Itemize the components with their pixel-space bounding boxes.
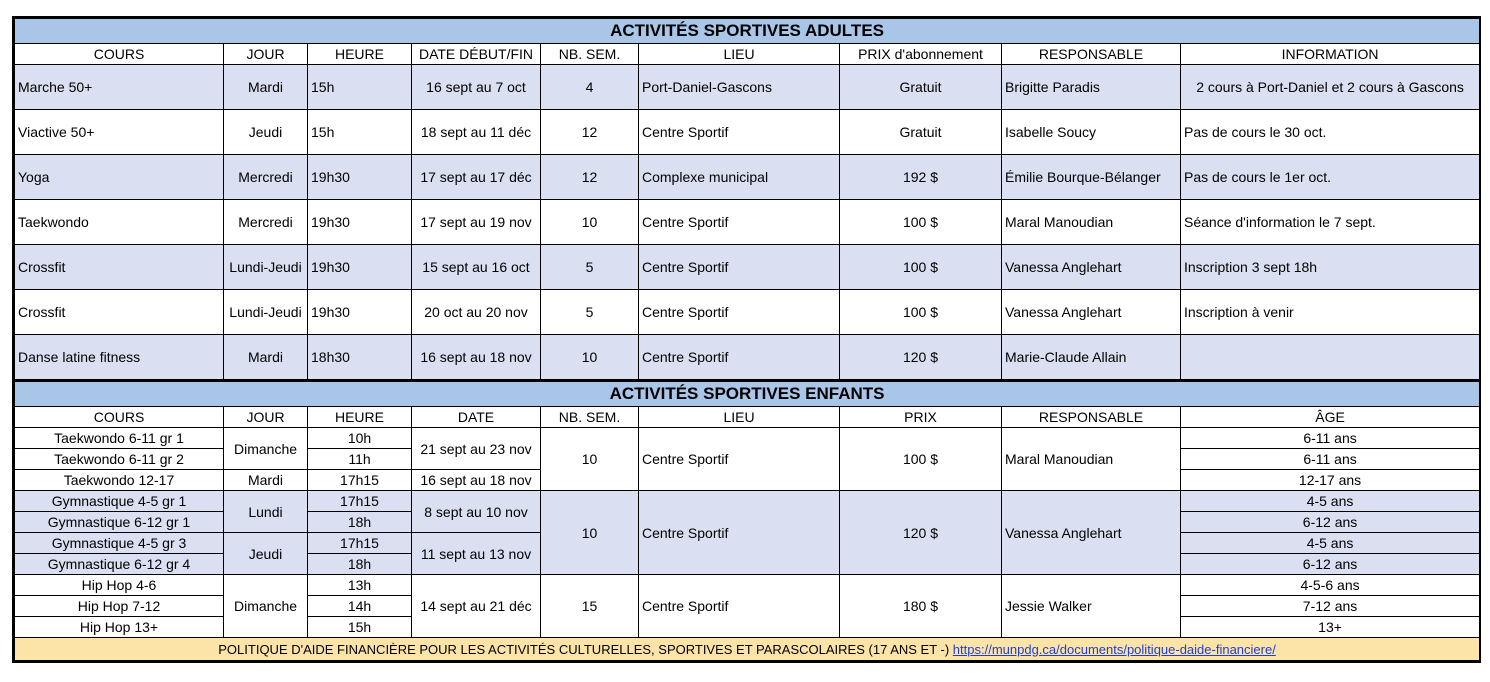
prix-cell: 100 $: [840, 245, 1002, 290]
age-cell: 12-17 ans: [1181, 470, 1480, 491]
lieu-cell: Complexe municipal: [639, 155, 840, 200]
col-header-prix: PRIX d'abonnement: [840, 44, 1002, 65]
cours-cell: Hip Hop 13+: [15, 617, 224, 638]
prix-cell: 120 $: [840, 491, 1002, 575]
heure-cell: 18h30: [308, 335, 412, 381]
jour-cell: Mardi: [224, 335, 308, 381]
date-cell: 20 oct au 20 nov: [412, 290, 541, 335]
col-header-information: INFORMATION: [1181, 44, 1480, 65]
col-header-heure: HEURE: [308, 44, 412, 65]
jour-cell: Jeudi: [224, 110, 308, 155]
date-cell: 11 sept au 13 nov: [412, 533, 541, 575]
kids-header-row: [15, 407, 1480, 428]
col-header-nb-sem: NB. SEM.: [541, 407, 639, 428]
col-header-jour: JOUR: [224, 407, 308, 428]
cours-cell: Viactive 50+: [15, 110, 224, 155]
cours-cell: Gymnastique 4-5 gr 3: [15, 533, 224, 554]
prix-cell: 100 $: [840, 200, 1002, 245]
date-cell: 16 sept au 18 nov: [412, 470, 541, 491]
responsable-cell: Vanessa Anglehart: [1002, 290, 1181, 335]
heure-cell: 17h15: [308, 470, 412, 491]
lieu-cell: Centre Sportif: [639, 200, 840, 245]
age-cell: 6-11 ans: [1181, 449, 1480, 470]
jour-cell: Mercredi: [224, 200, 308, 245]
information-cell: Inscription 3 sept 18h: [1181, 245, 1480, 290]
heure-cell: 14h: [308, 596, 412, 617]
table-row: [15, 245, 1480, 290]
responsable-cell: Marie-Claude Allain: [1002, 335, 1181, 381]
prix-cell: 100 $: [840, 428, 1002, 491]
lieu-cell: Centre Sportif: [639, 428, 840, 491]
adults-title: ACTIVITÉS SPORTIVES ADULTES: [15, 19, 1480, 44]
col-header-date: DATE DÉBUT/FIN: [412, 44, 541, 65]
heure-cell: 19h30: [308, 245, 412, 290]
nb-sem-cell: 5: [541, 245, 639, 290]
col-header-heure: HEURE: [308, 407, 412, 428]
prix-cell: Gratuit: [840, 65, 1002, 110]
cours-cell: Hip Hop 4-6: [15, 575, 224, 596]
heure-cell: 15h: [308, 110, 412, 155]
col-header-cours: COURS: [15, 407, 224, 428]
information-cell: Inscription à venir: [1181, 290, 1480, 335]
nb-sem-cell: 15: [541, 575, 639, 638]
lieu-cell: Centre Sportif: [639, 575, 840, 638]
responsable-cell: Vanessa Anglehart: [1002, 491, 1181, 575]
responsable-cell: Jessie Walker: [1002, 575, 1181, 638]
prix-cell: 180 $: [840, 575, 1002, 638]
responsable-cell: Isabelle Soucy: [1002, 110, 1181, 155]
prix-cell: 120 $: [840, 335, 1002, 381]
age-cell: 7-12 ans: [1181, 596, 1480, 617]
jour-cell: Lundi-Jeudi: [224, 245, 308, 290]
heure-cell: 10h: [308, 428, 412, 449]
col-header-nb-sem: NB. SEM.: [541, 44, 639, 65]
date-cell: 15 sept au 16 oct: [412, 245, 541, 290]
lieu-cell: Centre Sportif: [639, 245, 840, 290]
table-row: [15, 491, 1480, 512]
age-cell: 13+: [1181, 617, 1480, 638]
information-cell: [1181, 335, 1480, 381]
responsable-cell: Maral Manoudian: [1002, 428, 1181, 491]
jour-cell: Lundi: [224, 491, 308, 533]
heure-cell: 19h30: [308, 155, 412, 200]
age-cell: 4-5-6 ans: [1181, 575, 1480, 596]
nb-sem-cell: 12: [541, 155, 639, 200]
lieu-cell: Centre Sportif: [639, 335, 840, 381]
table-row: [15, 110, 1480, 155]
col-header-jour: JOUR: [224, 44, 308, 65]
heure-cell: 18h: [308, 512, 412, 533]
cours-cell: Danse latine fitness: [15, 335, 224, 381]
cours-cell: Marche 50+: [15, 65, 224, 110]
col-header-lieu: LIEU: [639, 407, 840, 428]
information-cell: Séance d'information le 7 sept.: [1181, 200, 1480, 245]
heure-cell: 17h15: [308, 491, 412, 512]
cours-cell: Gymnastique 6-12 gr 4: [15, 554, 224, 575]
date-cell: 21 sept au 23 nov: [412, 428, 541, 470]
cours-cell: Taekwondo: [15, 200, 224, 245]
table-row: [15, 335, 1480, 381]
jour-cell: Jeudi: [224, 533, 308, 575]
heure-cell: 13h: [308, 575, 412, 596]
footer-text: POLITIQUE D'AIDE FINANCIÈRE POUR LES ACTIVITÉS CULTURELLES, SPORTIVES ET PARASCOLAIRES (17 ANS ET -): [218, 641, 953, 657]
table-row: [15, 65, 1480, 110]
col-header-lieu: LIEU: [639, 44, 840, 65]
cours-cell: Taekwondo 6-11 gr 1: [15, 428, 224, 449]
heure-cell: 15h: [308, 617, 412, 638]
cours-cell: Gymnastique 6-12 gr 1: [15, 512, 224, 533]
nb-sem-cell: 10: [541, 335, 639, 381]
jour-cell: Mardi: [224, 65, 308, 110]
cours-cell: Hip Hop 7-12: [15, 596, 224, 617]
information-cell: Pas de cours le 30 oct.: [1181, 110, 1480, 155]
information-cell: 2 cours à Port-Daniel et 2 cours à Gascons: [1181, 65, 1480, 110]
heure-cell: 19h30: [308, 200, 412, 245]
activities-table: [14, 18, 1480, 661]
jour-cell: Dimanche: [224, 575, 308, 638]
date-cell: 14 sept au 21 déc: [412, 575, 541, 638]
nb-sem-cell: 4: [541, 65, 639, 110]
table-row: [15, 200, 1480, 245]
lieu-cell: Centre Sportif: [639, 491, 840, 575]
lieu-cell: Centre Sportif: [639, 110, 840, 155]
heure-cell: 18h: [308, 554, 412, 575]
table-row: [15, 428, 1480, 449]
age-cell: 6-12 ans: [1181, 512, 1480, 533]
adults-header-row: [15, 44, 1480, 65]
jour-cell: Mardi: [224, 470, 308, 491]
responsable-cell: Émilie Bourque-Bélanger: [1002, 155, 1181, 200]
cours-cell: Yoga: [15, 155, 224, 200]
age-cell: 4-5 ans: [1181, 491, 1480, 512]
responsable-cell: Vanessa Anglehart: [1002, 245, 1181, 290]
financial-aid-link[interactable]: https://munpdg.ca/documents/politique-daide-financiere/: [952, 641, 1276, 657]
activities-sheet: [12, 16, 1481, 663]
cours-cell: Crossfit: [15, 245, 224, 290]
heure-cell: 11h: [308, 449, 412, 470]
nb-sem-cell: 12: [541, 110, 639, 155]
jour-cell: Mercredi: [224, 155, 308, 200]
nb-sem-cell: 10: [541, 428, 639, 491]
col-header-cours: COURS: [15, 44, 224, 65]
cours-cell: Taekwondo 12-17: [15, 470, 224, 491]
age-cell: 6-11 ans: [1181, 428, 1480, 449]
cours-cell: Crossfit: [15, 290, 224, 335]
cours-cell: Gymnastique 4-5 gr 1: [15, 491, 224, 512]
date-cell: 18 sept au 11 déc: [412, 110, 541, 155]
responsable-cell: Brigitte Paradis: [1002, 65, 1181, 110]
information-cell: Pas de cours le 1er oct.: [1181, 155, 1480, 200]
age-cell: 6-12 ans: [1181, 554, 1480, 575]
cours-cell: Taekwondo 6-11 gr 2: [15, 449, 224, 470]
prix-cell: 192 $: [840, 155, 1002, 200]
prix-cell: 100 $: [840, 290, 1002, 335]
nb-sem-cell: 10: [541, 491, 639, 575]
jour-cell: Lundi-Jeudi: [224, 290, 308, 335]
jour-cell: Dimanche: [224, 428, 308, 470]
table-row: [15, 575, 1480, 596]
heure-cell: 15h: [308, 65, 412, 110]
nb-sem-cell: 5: [541, 290, 639, 335]
heure-cell: 17h15: [308, 533, 412, 554]
col-header-age: ÂGE: [1181, 407, 1480, 428]
heure-cell: 19h30: [308, 290, 412, 335]
date-cell: 8 sept au 10 nov: [412, 491, 541, 533]
col-header-date: DATE: [412, 407, 541, 428]
table-row: [15, 155, 1480, 200]
date-cell: 17 sept au 17 déc: [412, 155, 541, 200]
date-cell: 16 sept au 7 oct: [412, 65, 541, 110]
age-cell: 4-5 ans: [1181, 533, 1480, 554]
col-header-responsable: RESPONSABLE: [1002, 44, 1181, 65]
lieu-cell: Centre Sportif: [639, 290, 840, 335]
col-header-prix: PRIX: [840, 407, 1002, 428]
prix-cell: Gratuit: [840, 110, 1002, 155]
kids-title: ACTIVITÉS SPORTIVES ENFANTS: [15, 381, 1480, 407]
financial-aid-footer: [15, 638, 1480, 661]
col-header-responsable: RESPONSABLE: [1002, 407, 1181, 428]
responsable-cell: Maral Manoudian: [1002, 200, 1181, 245]
lieu-cell: Port-Daniel-Gascons: [639, 65, 840, 110]
nb-sem-cell: 10: [541, 200, 639, 245]
date-cell: 17 sept au 19 nov: [412, 200, 541, 245]
table-row: [15, 290, 1480, 335]
date-cell: 16 sept au 18 nov: [412, 335, 541, 381]
